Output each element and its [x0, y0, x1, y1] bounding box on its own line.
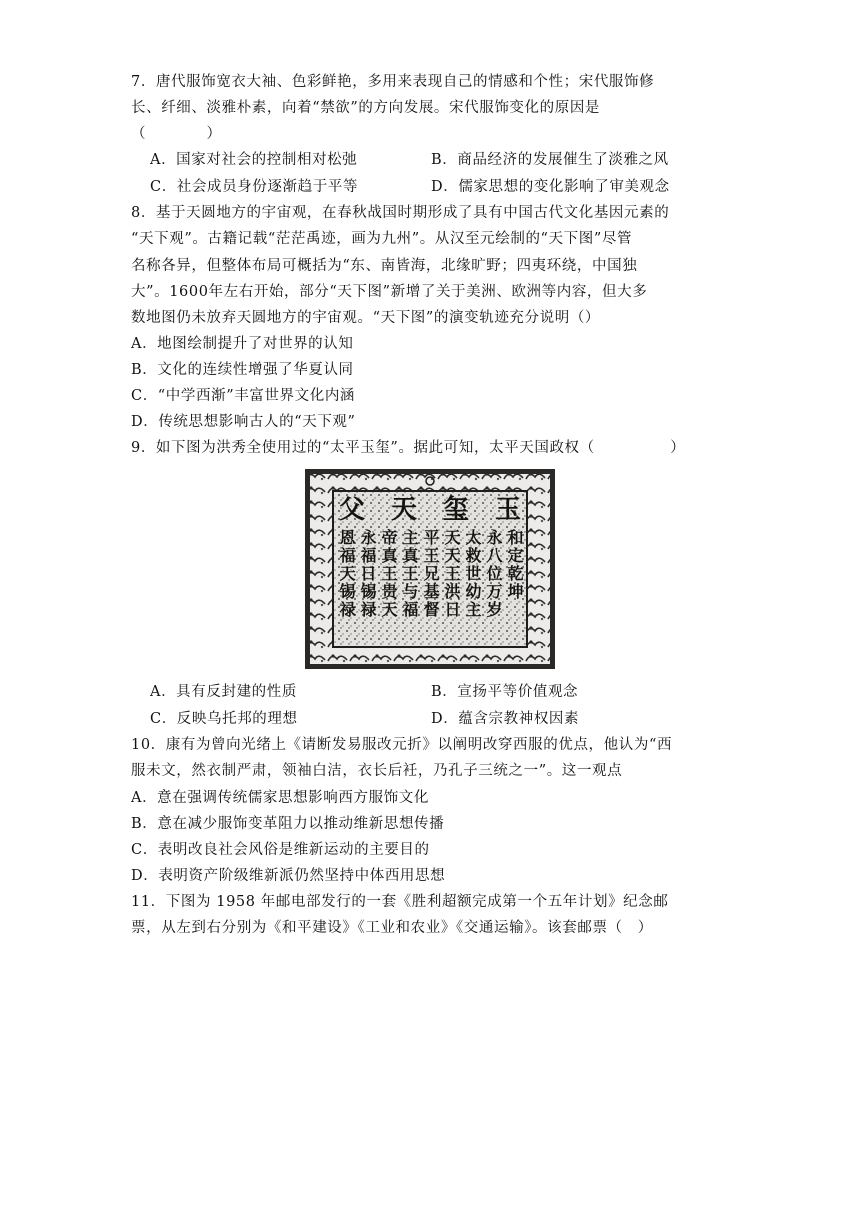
q10-option-b: B．意在减少服饰变革阻力以推动维新思想传播 [131, 816, 445, 832]
q8-option-c: C．“中学西渐”丰富世界文化内涵 [131, 388, 356, 404]
seal-top-row [339, 493, 521, 527]
q9-option-d: D．蕴含宗教神权因素 [431, 711, 580, 727]
q8-option-d: D．传统思想影响古人的“天下观” [131, 414, 356, 430]
seal-top-char-3: 玺 [442, 495, 469, 525]
q7-option-c: C．社会成员身份逐渐趋于平等 [150, 179, 358, 195]
seal-column: 主真王与福 [400, 529, 419, 619]
q7-option-a: A．国家对社会的控制相对松弛 [150, 152, 358, 168]
q8-option-b: B．文化的连续性增强了华夏认同 [131, 362, 354, 378]
q7-answer-blank: （ ） [131, 126, 222, 142]
seal-column: 太救世幼主 [463, 529, 482, 619]
q8-stem-line-4: 大”。1600年左右开始，部分“天下图”新增了关于美洲、欧洲等内容，但大多 [131, 284, 648, 300]
q8-stem-line-5: 数地图仍未放弃天圆地方的宇宙观。“天下图”的演变轨迹充分说明（） [131, 310, 601, 326]
seal-column: 天天王洪日 [442, 529, 461, 619]
q11-stem-line-1: 11．下图为 1958 年邮电部发行的一套《胜利超额完成第一个五年计划》纪念邮 [131, 894, 669, 910]
seal-column: 永福日锡禄 [358, 529, 377, 619]
seal-column: 平王兄基督 [421, 529, 440, 619]
q9-option-a: A．具有反封建的性质 [150, 684, 297, 700]
q7-option-b: B．商品经济的发展催生了淡雅之风 [431, 152, 669, 168]
q9-stem-line-1: 9．如下图为洪秀全使用过的“太平玉玺”。据此可知，太平天国政权（ ） [131, 440, 686, 456]
q10-option-c: C．表明改良社会风俗是维新运动的主要目的 [131, 842, 430, 858]
q9-option-c: C．反映乌托邦的理想 [150, 711, 298, 727]
q10-stem-line-2: 服未文，然衣制严肃，领袖白洁，衣长后衽，乃孔子三统之一”。这一观点 [131, 763, 623, 779]
seal-top-char-2: 天 [390, 495, 417, 525]
q8-stem-line-1: 8．基于天圆地方的宇宙观，在春秋战国时期形成了具有中国古代文化基因元素的 [131, 205, 670, 221]
seal-top-char-1: 父 [339, 495, 366, 525]
q7-stem-line-2: 长、纤细、淡雅朴素，向着“禁欲”的方向发展。宋代服饰变化的原因是 [131, 100, 601, 116]
q11-stem-line-2: 票，从左到右分别为《和平建设》《工业和农业》《交通运输》。该套邮票（ ） [131, 920, 653, 936]
seal-column: 恩福天锡禄 [337, 529, 356, 619]
q7-option-d: D．儒家思想的变化影响了审美观念 [431, 179, 670, 195]
q8-stem-line-3: 名称各异，但整体布局可概括为“东、南皆海，北缘旷野；四夷环绕，中国独 [131, 258, 638, 274]
q8-option-a: A．地图绘制提升了对世界的认知 [131, 336, 354, 352]
q9-option-b: B．宣扬平等价值观念 [431, 684, 579, 700]
seal-column: 帝真王贵天 [379, 529, 398, 619]
seal-columns [337, 529, 523, 643]
seal-top-char-4: 玉 [494, 495, 521, 525]
q10-stem-line-1: 10．康有为曾向光绪上《请断发易服改元折》以阐明改穿西服的优点，他认为“西 [131, 737, 673, 753]
q10-option-d: D．表明资产阶级维新派仍然坚持中体西用思想 [131, 868, 446, 884]
q7-stem-line-1: 7．唐代服饰宽衣大袖、色彩鲜艳，多用来表现自己的情感和个性；宋代服饰修 [131, 74, 655, 90]
seal-column: 永八位万岁 [484, 529, 503, 619]
q8-stem-line-2: “天下观”。古籍记载“茫茫禹迹，画为九州”。从汉至元绘制的“天下图”尽管 [131, 231, 633, 247]
seal-column: 和定乾坤 [505, 529, 524, 601]
q10-option-a: A．意在强调传统儒家思想影响西方服饰文化 [131, 790, 429, 806]
seal-characters [333, 491, 527, 647]
